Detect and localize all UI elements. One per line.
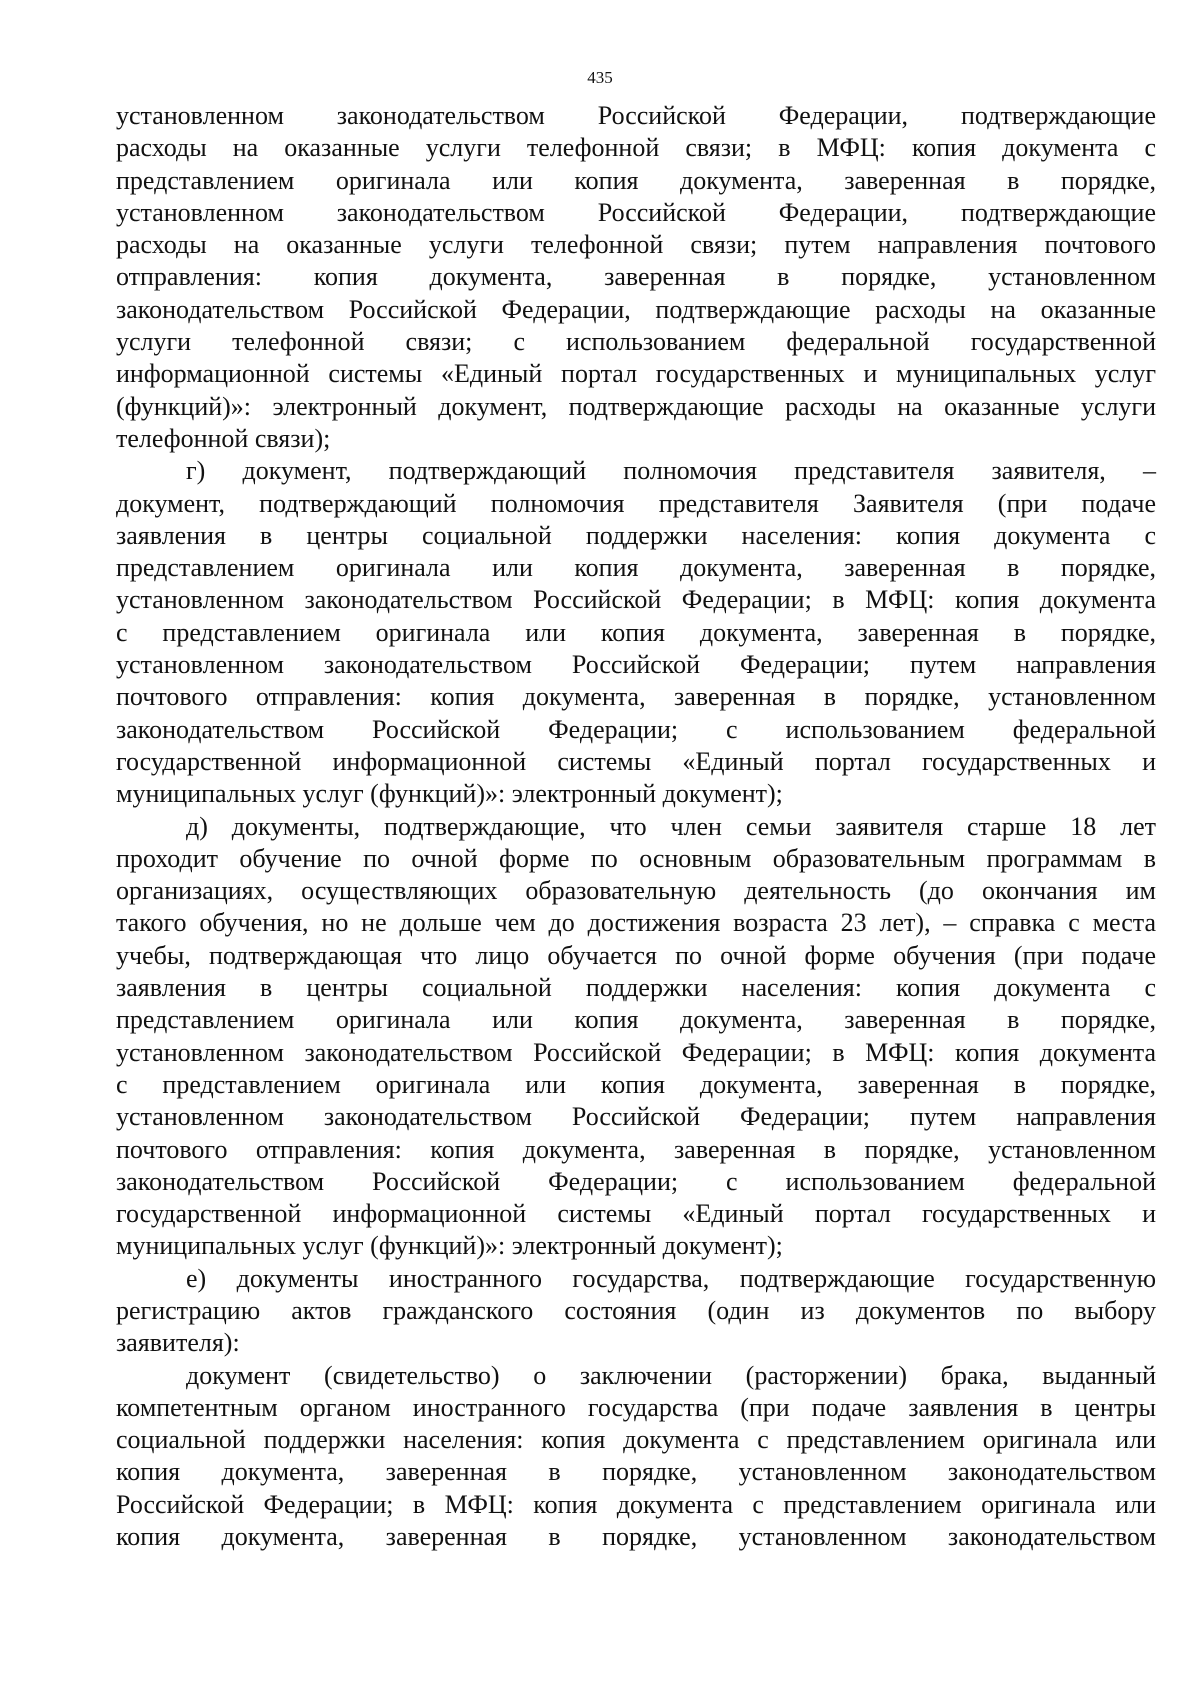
text-line: государственной информационной системы «Единый портал государственных и: [116, 1199, 1156, 1229]
text-line: регистрацию актов гражданского состояния (один из документов по выбору: [116, 1295, 1156, 1325]
text-line: г) документ, подтверждающий полномочия представителя заявителя, –: [186, 456, 1156, 486]
text-line: законодательством Российской Федерации; с использованием федеральной: [116, 1166, 1156, 1196]
text-line: с представлением оригинала или копия документа, заверенная в порядке,: [116, 617, 1156, 647]
text-line: представлением оригинала или копия документа, заверенная в порядке,: [116, 553, 1156, 583]
text-line: заявления в центры социальной поддержки населения: копия документа с: [116, 520, 1156, 550]
text-line: проходит обучение по очной форме по основным образовательным программам в: [116, 843, 1156, 873]
text-line: д) документы, подтверждающие, что член семьи заявителя старше 18 лет: [186, 811, 1156, 841]
text-line: представлением оригинала или копия документа, заверенная в порядке,: [116, 165, 1156, 195]
paragraph: [116, 100, 1156, 455]
text-line: социальной поддержки населения: копия документа с представлением оригинала или: [116, 1425, 1156, 1455]
text-line: установленном законодательством Российской Федерации, подтверждающие: [116, 101, 1156, 130]
text-line: учебы, подтверждающая что лицо обучается по очной форме обучения (при подаче: [116, 940, 1156, 970]
text-line: (функций)»: электронный документ, подтверждающие расходы на оказанные услуги: [116, 391, 1156, 421]
text-line: е) документы иностранного государства, подтверждающие государственную: [186, 1263, 1156, 1293]
text-line: документ (свидетельство) о заключении (расторжении) брака, выданный: [186, 1360, 1156, 1390]
text-line: документ, подтверждающий полномочия представителя Заявителя (при подаче: [116, 488, 1156, 518]
text-line: представлением оригинала или копия документа, заверенная в порядке,: [116, 1005, 1156, 1035]
text-line: установленном законодательством Российской Федерации, подтверждающие: [116, 197, 1156, 227]
paragraph: [116, 1263, 1156, 1360]
text-line: почтового отправления: копия документа, заверенная в порядке, установленном: [116, 682, 1156, 712]
text-line: законодательством Российской Федерации, подтверждающие расходы на оказанные: [116, 294, 1156, 324]
text-line: копия документа, заверенная в порядке, установленном законодательством: [116, 1522, 1156, 1552]
text-line: услуги телефонной связи; с использованием федеральной государственной: [116, 327, 1156, 357]
paragraph: [116, 1360, 1156, 1554]
text-line: муниципальных услуг (функций)»: электронный документ);: [116, 779, 783, 809]
text-line: законодательством Российской Федерации; с использованием федеральной: [116, 714, 1156, 744]
text-line: заявителя):: [116, 1328, 240, 1358]
text-line: информационной системы «Единый портал государственных и муниципальных услуг: [116, 359, 1156, 389]
text-line: почтового отправления: копия документа, заверенная в порядке, установленном: [116, 1134, 1156, 1164]
text-line: такого обучения, но не дольше чем до достижения возраста 23 лет), – справка с места: [116, 908, 1156, 938]
text-line: установленном законодательством Российской Федерации; в МФЦ: копия документа: [116, 585, 1156, 615]
text-line: копия документа, заверенная в порядке, установленном законодательством: [116, 1457, 1156, 1487]
text-line: Российской Федерации; в МФЦ: копия документа с представлением оригинала или: [116, 1489, 1156, 1519]
text-line: заявления в центры социальной поддержки населения: копия документа с: [116, 973, 1156, 1003]
text-line: муниципальных услуг (функций)»: электронный документ);: [116, 1231, 783, 1261]
text-line: организациях, осуществляющих образовательную деятельность (до окончания им: [116, 876, 1156, 906]
text-line: телефонной связи);: [116, 423, 331, 453]
paragraph: [116, 811, 1156, 1263]
text-line: расходы на оказанные услуги телефонной связи; в МФЦ: копия документа с: [116, 133, 1156, 163]
text-line: государственной информационной системы «Единый портал государственных и: [116, 746, 1156, 776]
document-body: [116, 100, 1156, 1553]
text-line: установленном законодательством Российской Федерации; путем направления: [116, 650, 1156, 680]
page-number: 435: [587, 68, 613, 87]
paragraph: [116, 455, 1156, 810]
text-line: отправления: копия документа, заверенная в порядке, установленном: [116, 262, 1156, 292]
text-line: с представлением оригинала или копия документа, заверенная в порядке,: [116, 1069, 1156, 1099]
text-line: установленном законодательством Российской Федерации; путем направления: [116, 1102, 1156, 1132]
text-line: установленном законодательством Российской Федерации; в МФЦ: копия документа: [116, 1037, 1156, 1067]
text-line: расходы на оказанные услуги телефонной связи; путем направления почтового: [116, 230, 1156, 260]
text-line: компетентным органом иностранного государства (при подаче заявления в центры: [116, 1392, 1156, 1422]
